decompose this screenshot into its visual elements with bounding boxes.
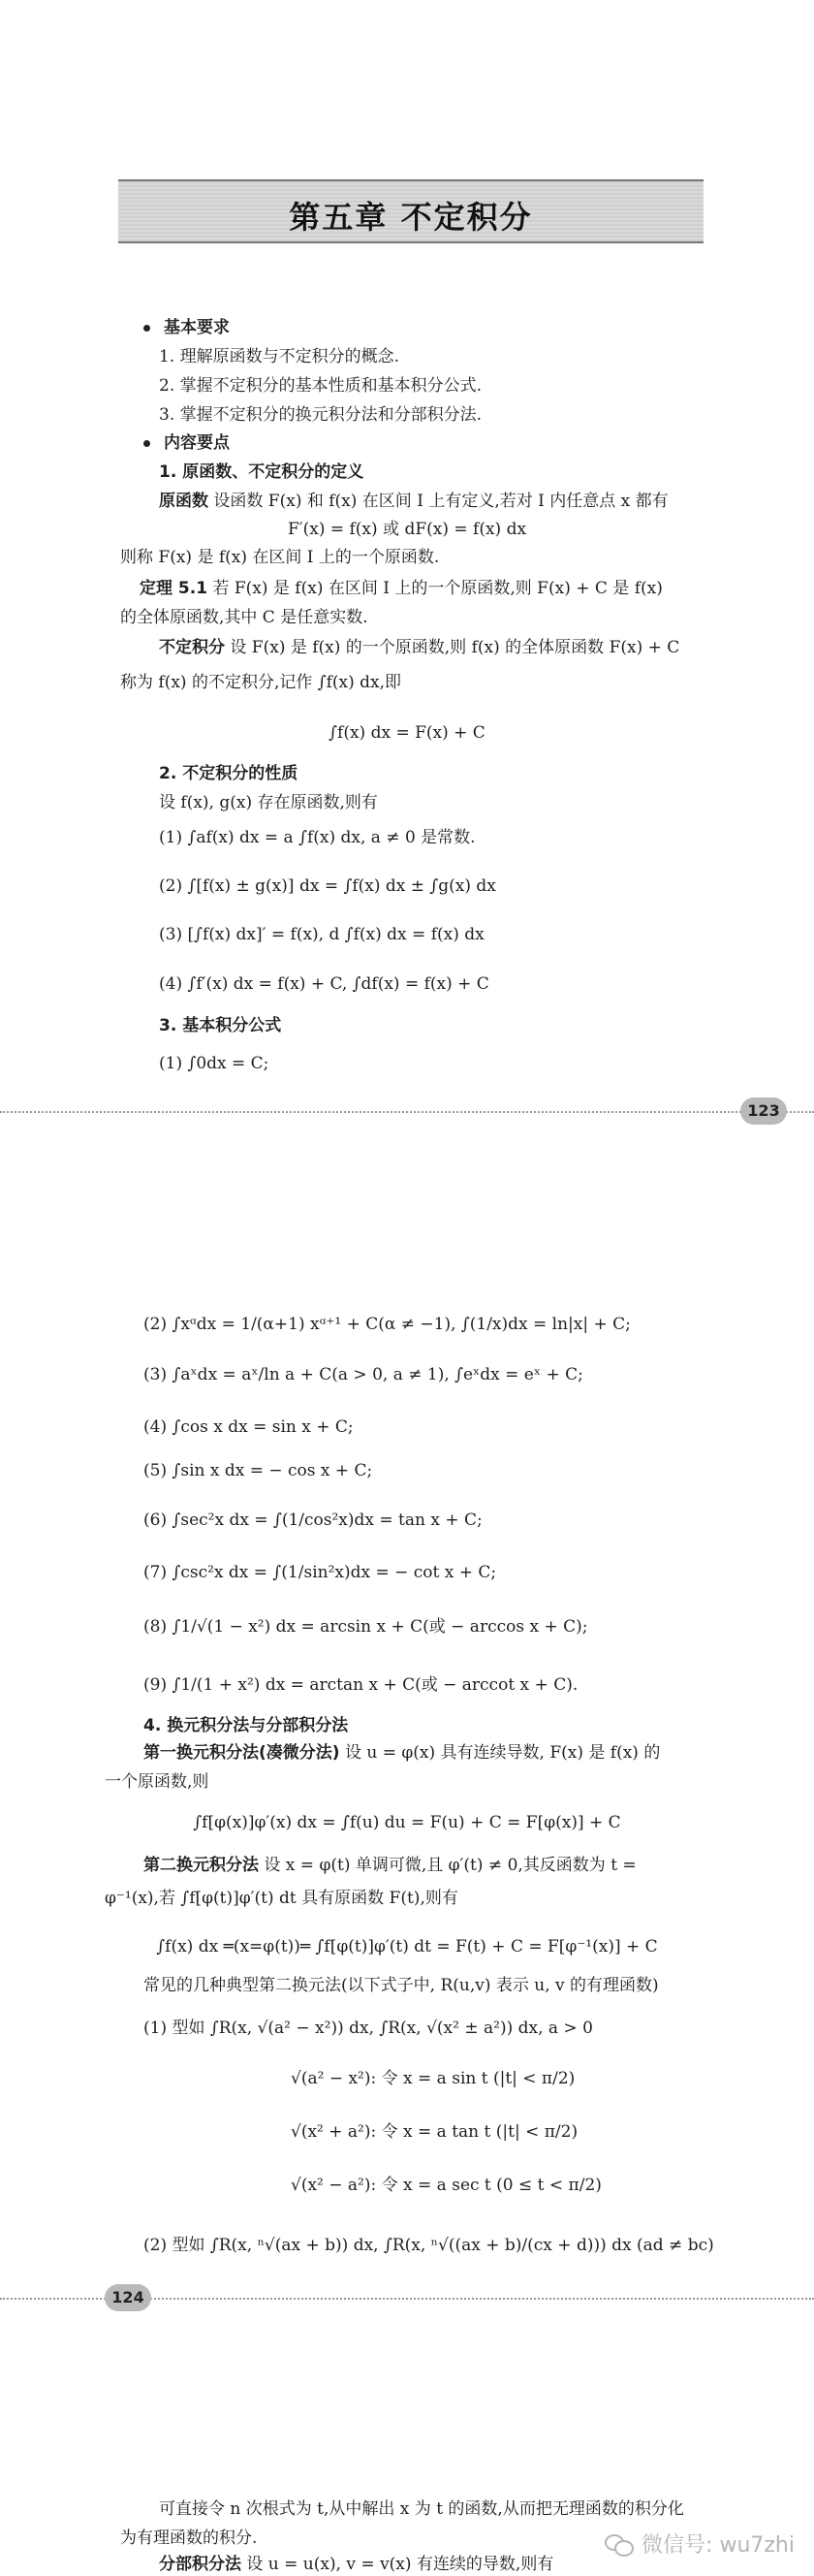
- formula: ∫f[φ(x)]φ′(x) dx = ∫f(u) du = F(u) + C = F[φ(x)] + C: [193, 1813, 621, 1832]
- formula-line: (3) ∫aˣdx = aˣ/ln a + C(a > 0, a ≠ 1), ∫eˣdx = eˣ + C;: [143, 1365, 583, 1384]
- formula: F′(x) = f(x) 或 dF(x) = f(x) dx: [287, 520, 527, 539]
- property-line: (1) ∫af(x) dx = a ∫f(x) dx, a ≠ 0 是常数.: [159, 828, 476, 847]
- definition-line: 不定积分 设 F(x) 是 f(x) 的一个原函数,则 f(x) 的全体原函数 F(x) + C: [159, 638, 680, 657]
- page-123: [0, 0, 814, 1125]
- text-line: 一个原函数,则: [105, 1772, 209, 1792]
- text-line: 为有理函数的积分.: [120, 2528, 258, 2548]
- property-line: (3) [∫f(x) dx]′ = f(x), d ∫f(x) dx = f(x) dx: [159, 925, 485, 944]
- bullet-icon: [143, 440, 150, 447]
- watermark: 微信号: wu7zhi: [605, 2528, 795, 2559]
- substitution-line: √(x² + a²): 令 x = a tan t (|t| < π/2): [291, 2122, 579, 2142]
- text-line: 2. 掌握不定积分的基本性质和基本积分公式.: [159, 376, 483, 396]
- method-line: 分部积分法 设 u = u(x), v = v(x) 有连续的导数,则有: [159, 2555, 554, 2574]
- subsection-heading: 3. 基本积分公式: [159, 1016, 282, 1035]
- formula-line: (2) 型如 ∫R(x, ⁿ√(ax + b)) dx, ∫R(x, ⁿ√((ax + b)/(cx + d))) dx (ad ≠ bc): [143, 2236, 714, 2255]
- formula-line: (8) ∫1/√(1 − x²) dx = arcsin x + C(或 − arccos x + C);: [143, 1617, 588, 1637]
- text-line: 常见的几种典型第二换元法(以下式子中, R(u,v) 表示 u, v 的有理函数): [143, 1976, 659, 1995]
- chapter-banner: [118, 179, 704, 243]
- formula-line: (9) ∫1/(1 + x²) dx = arctan x + C(或 − arccot x + C).: [143, 1675, 579, 1695]
- text-line: 可直接令 n 次根式为 t,从中解出 x 为 t 的函数,从而把无理函数的积分化: [159, 2499, 684, 2519]
- formula-line: (1) ∫0dx = C;: [159, 1054, 269, 1073]
- substitution-line: √(x² − a²): 令 x = a sec t (0 ≤ t < π/2): [291, 2176, 602, 2195]
- section-heading: 基本要求: [143, 316, 230, 339]
- formula-line: (7) ∫csc²x dx = ∫(1/sin²x)dx = − cot x + C;: [143, 1563, 497, 1582]
- formula-line: (6) ∫sec²x dx = ∫(1/cos²x)dx = tan x + C;: [143, 1511, 483, 1530]
- page-124: [0, 1125, 814, 2327]
- text-line: φ⁻¹(x),若 ∫f[φ(t)]φ′(t) dt 具有原函数 F(t),则有: [105, 1889, 458, 1908]
- chapter-title: 第五章 不定积分: [289, 199, 533, 236]
- wechat-icon: [605, 2532, 634, 2556]
- definition-line: 原函数 设函数 F(x) 和 f(x) 在区间 I 上有定义,若对 I 内任意点 x 都有: [159, 492, 669, 511]
- formula-line: (5) ∫sin x dx = − cos x + C;: [143, 1461, 373, 1480]
- property-line: (4) ∫f′(x) dx = f(x) + C, ∫df(x) = f(x) + C: [159, 974, 489, 994]
- text-line: 的全体原函数,其中 C 是任意实数.: [120, 608, 368, 627]
- formula-line: (2) ∫xᵅdx = 1/(α+1) xᵅ⁺¹ + C(α ≠ −1), ∫(1/x)dx = ln|x| + C;: [143, 1315, 631, 1334]
- text-line: 称为 f(x) 的不定积分,记作 ∫f(x) dx,即: [120, 673, 402, 692]
- section-heading: 内容要点: [143, 431, 230, 455]
- formula-line: (4) ∫cos x dx = sin x + C;: [143, 1417, 354, 1437]
- method-line: 第二换元积分法 设 x = φ(t) 单调可微,且 φ′(t) ≠ 0,其反函数为 t =: [143, 1856, 637, 1875]
- text-line: 3. 掌握不定积分的换元积分法和分部积分法.: [159, 405, 483, 425]
- text-line: 则称 F(x) 是 f(x) 在区间 I 上的一个原函数.: [120, 548, 440, 567]
- method-line: 第一换元积分法(凑微分法) 设 u = φ(x) 具有连续导数, F(x) 是 f(x) 的: [143, 1743, 661, 1763]
- substitution-line: √(a² − x²): 令 x = a sin t (|t| < π/2): [291, 2069, 576, 2088]
- formula-line: (1) 型如 ∫R(x, √(a² − x²)) dx, ∫R(x, √(x² ± a²)) dx, a > 0: [143, 2019, 593, 2038]
- page-number: 124: [105, 2284, 151, 2311]
- formula: ∫f(x) dx = F(x) + C: [329, 723, 485, 743]
- subsection-heading: 4. 换元积分法与分部积分法: [143, 1716, 349, 1735]
- page-divider: [0, 1111, 814, 1113]
- subsection-heading: 1. 原函数、不定积分的定义: [159, 462, 364, 482]
- page-number: 123: [740, 1097, 787, 1125]
- property-line: (2) ∫[f(x) ± g(x)] dx = ∫f(x) dx ± ∫g(x) dx: [159, 876, 496, 896]
- subsection-heading: 2. 不定积分的性质: [159, 764, 298, 783]
- text-line: 1. 理解原函数与不定积分的概念.: [159, 347, 400, 366]
- theorem-line: 定理 5.1 若 F(x) 是 f(x) 在区间 I 上的一个原函数,则 F(x) + C 是 f(x): [140, 579, 663, 598]
- formula: ∫f(x) dx ═(x=φ(t))═ ∫f[φ(t)]φ′(t) dt = F(t) + C = F[φ⁻¹(x)] + C: [156, 1937, 658, 1956]
- bullet-icon: [143, 325, 150, 332]
- text-line: 设 f(x), g(x) 存在原函数,则有: [159, 793, 378, 812]
- page-125: [0, 2327, 814, 2575]
